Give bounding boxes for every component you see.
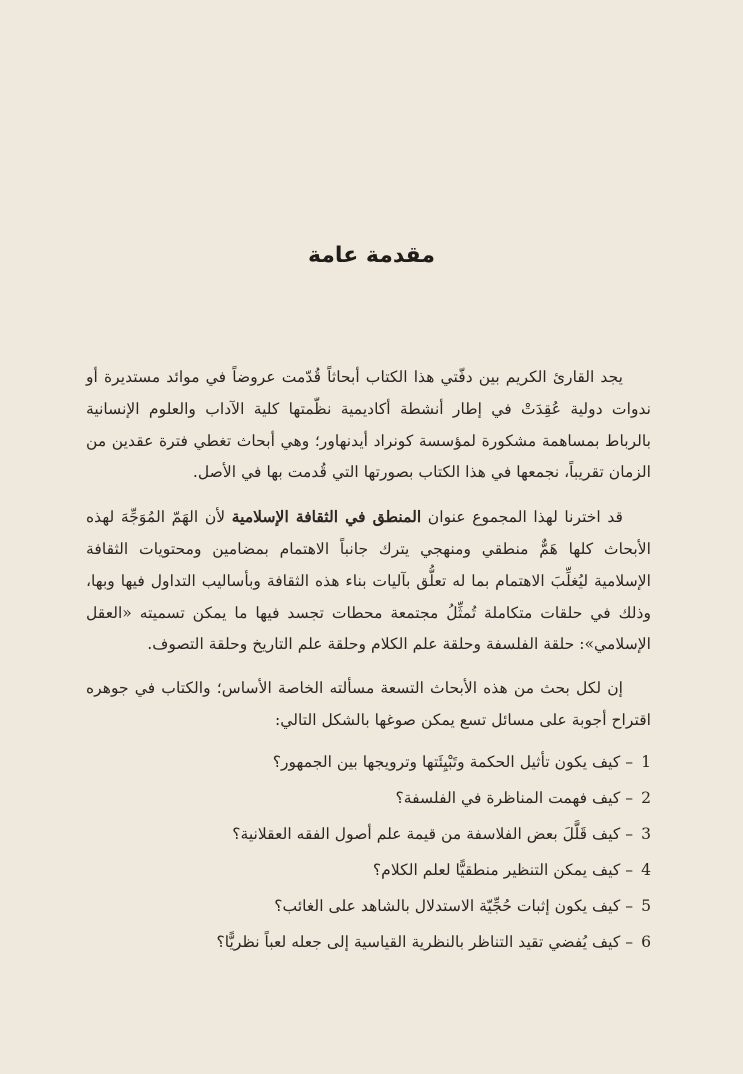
paragraph-1: يجد القارئ الكريم بين دفّتي هذا الكتاب أبحاثاً قُدّمت عروضاً في موائد مستديرة أو ندوات دولية عُقِدَتْ في إطار أنشطة أكاديمية نظّمتها كلية الآداب والعلوم الإنسانية بالرباط بمساهمة مشكورة لمؤسسة كونراد أيدنهاور؛ وهي أبحاث تغطي فترة عقدين من الزمان تقريباً، نجمعها في هذا الكتاب بصورتها التي قُدمت بها في الأصل. [86, 368, 651, 482]
question-item [86, 929, 651, 955]
question-number: 3 [641, 824, 651, 843]
question-item [86, 785, 651, 811]
question-item [86, 893, 651, 919]
question-number: 4 [641, 860, 651, 879]
questions-list [86, 749, 651, 955]
question-text: – كيف يُفضي تقيد التناظر بالنظرية القياسية إلى جعله لعباً نظريًّا؟ [216, 932, 634, 951]
question-number: 2 [641, 788, 651, 807]
paragraph-2-start: قد اخترنا لهذا المجموع عنوان [421, 508, 623, 527]
page-title: مقدمة عامة [307, 242, 436, 268]
question-text: – كيف فهمت المناظرة في الفلسفة؟ [395, 788, 634, 807]
question-number: 5 [641, 896, 651, 915]
paragraph-2-rest: لأن الهَمّ المُوَجِّهَ لهذه الأبحاث كلها هَمٌّ منطقي ومنهجي يترك جانباً الاهتمام بمضامين ومحتويات الثقافة الإسلامية ليُغلِّبَ الاهتمام بما له تعلُّق بآليات بناء هذه الثقافة وبأساليب التداول فيها وبها، وذلك في حلقات متكاملة تُمثِّلُ مجتمعة محطات تجسد فيها ما يمكن تسميته «العقل الإسلامي»: حلقة الفلسفة وحلقة علم الكلام وحلقة علم التاريخ وحلقة التصوف. [86, 508, 651, 654]
question-item [86, 749, 651, 775]
question-number: 6 [641, 932, 651, 951]
question-text: – كيف يكون إثبات حُجِّيّة الاستدلال بالشاهد على الغائب؟ [274, 896, 634, 915]
question-item [86, 857, 651, 883]
paragraph-3: إن لكل بحث من هذه الأبحاث التسعة مسألته الخاصة الأساس؛ والكتاب في جوهره اقتراح أجوبة على مسائل تسع يمكن صوغها بالشكل التالي: [86, 679, 651, 729]
question-text: – كيف يكون تأثيل الحكمة وتَبْيِئَتها وترويجها بين الجمهور؟ [272, 752, 634, 771]
question-text: – كيف يمكن التنظير منطقيًّا لعلم الكلام؟ [372, 860, 634, 879]
paragraph-2 [86, 501, 651, 661]
introduction-body [86, 362, 651, 965]
question-number: 1 [641, 752, 651, 771]
question-item [86, 821, 651, 847]
book-title-bold: المنطق في الثقافة الإسلامية [231, 507, 422, 527]
question-text: – كيف قَلَّلَ بعض الفلاسفة من قيمة علم أصول الفقه العقلانية؟ [232, 824, 634, 843]
